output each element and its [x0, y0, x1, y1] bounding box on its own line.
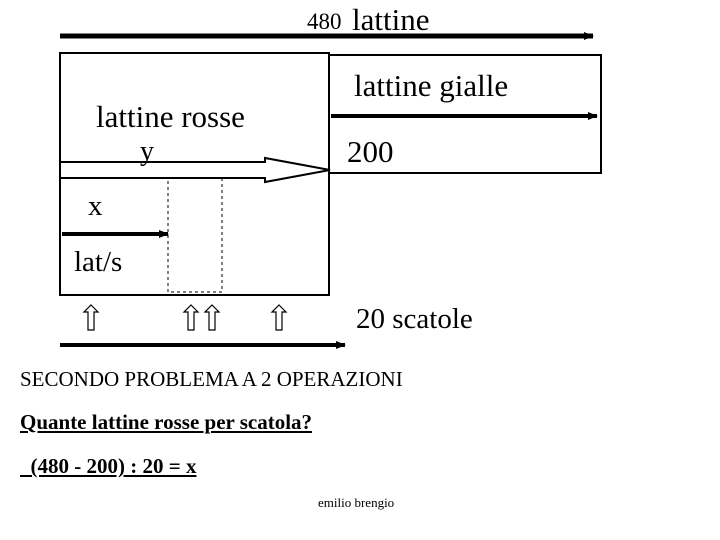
- var-x-label: x: [88, 190, 103, 222]
- hollow-up-arrow-icon: [184, 305, 198, 330]
- total-count-label: 480: [307, 9, 342, 34]
- box-unit-dashed: [168, 178, 222, 292]
- hollow-up-arrow-icon: [272, 305, 286, 330]
- total-word-label: lattine: [352, 2, 430, 37]
- problem-equation: (480 - 200) : 20 = x: [20, 454, 197, 478]
- problem-question: Quante lattine rosse per scatola?: [20, 410, 313, 434]
- author-credit: emilio brengio: [318, 495, 395, 510]
- yellow-cans-label: lattine gialle: [354, 68, 509, 103]
- boxes-label: 20 scatole: [356, 303, 473, 335]
- rate-label: lat/s: [74, 246, 123, 278]
- problem-heading: SECONDO PROBLEMA A 2 OPERAZIONI: [20, 367, 403, 391]
- red-cans-label: lattine rosse: [96, 99, 245, 134]
- hollow-up-arrow-icon: [84, 305, 98, 330]
- var-y-label: y: [140, 136, 154, 167]
- yellow-count-label: 200: [347, 134, 394, 169]
- hollow-up-arrow-icon: [205, 305, 219, 330]
